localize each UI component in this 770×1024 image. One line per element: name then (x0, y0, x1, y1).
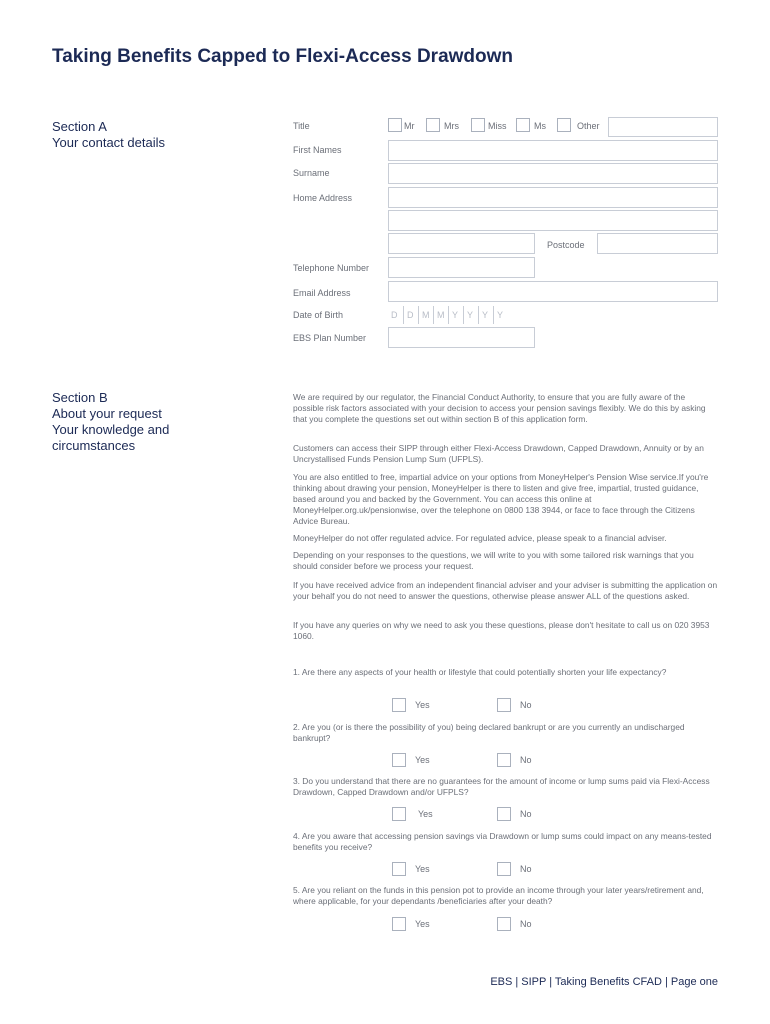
postcode-label: Postcode (547, 240, 585, 250)
q3-yes-checkbox[interactable] (392, 807, 406, 821)
title-miss-label: Miss (488, 121, 507, 131)
q1-no-checkbox[interactable] (497, 698, 511, 712)
address-line-2-field[interactable] (388, 210, 718, 231)
page-title: Taking Benefits Capped to Flexi-Access Drawdown (52, 46, 514, 67)
title-mrs-label: Mrs (444, 121, 459, 131)
title-miss-checkbox[interactable] (471, 118, 485, 132)
title-ms-checkbox[interactable] (516, 118, 530, 132)
q1-yes-checkbox[interactable] (392, 698, 406, 712)
title-mrs-checkbox[interactable] (426, 118, 440, 132)
regulated-advice-paragraph: MoneyHelper do not offer regulated advice. For regulated advice, please speak to a financial adviser. (293, 533, 667, 543)
title-other-checkbox[interactable] (557, 118, 571, 132)
intro-paragraph: We are required by our regulator, the Financial Conduct Authority, to ensure that you are fully aware of the possible risk factors associated with your decision to access your pension savings flexibly. We do this by asking that you complete the questions set out within section B of this application form. (293, 392, 706, 424)
section-a-heading (52, 119, 165, 151)
dob-digit: D (391, 310, 398, 320)
section-b-subtitle-3: circumstances (52, 438, 136, 453)
q4-no-checkbox[interactable] (497, 862, 511, 876)
risk-warnings-paragraph: Depending on your responses to the questions, we will write to you with some tailored risk warnings that you should consider before we process your request. (293, 550, 694, 571)
section-b-heading (52, 390, 169, 454)
telephone-field[interactable] (388, 257, 535, 278)
q2-no-checkbox[interactable] (497, 753, 511, 767)
title-label: Title (293, 121, 310, 131)
dob-digit: D (403, 306, 418, 324)
plan-number-label: EBS Plan Number (293, 333, 367, 343)
q5-no-checkbox[interactable] (497, 917, 511, 931)
queries-paragraph: If you have any queries on why we need to ask you these questions, please don't hesitate to call us on 020 3953 1060. (293, 620, 710, 641)
first-names-field[interactable] (388, 140, 718, 161)
dob-digit: Y (493, 306, 508, 324)
q3-no-checkbox[interactable] (497, 807, 511, 821)
surname-label: Surname (293, 168, 330, 178)
dob-digit: M (433, 306, 448, 324)
yes-label: Yes (418, 809, 433, 819)
adviser-paragraph: If you have received advice from an independent financial adviser and your adviser is submitting the application on your behalf you do not need to answer the questions, otherwise please answer ALL of the questions asked. (293, 580, 718, 601)
surname-field[interactable] (388, 163, 718, 184)
dob-digit: Y (448, 306, 463, 324)
section-a-title: Section A (52, 119, 107, 134)
title-ms-label: Ms (534, 121, 546, 131)
yes-label: Yes (415, 700, 430, 710)
home-address-label: Home Address (293, 193, 353, 203)
dob-label: Date of Birth (293, 310, 344, 320)
title-other-field[interactable] (608, 117, 718, 137)
no-label: No (520, 864, 532, 874)
no-label: No (520, 919, 532, 929)
section-b-title: Section B (52, 390, 108, 405)
dob-digit: Y (463, 306, 478, 324)
no-label: No (520, 755, 532, 765)
pension-wise-paragraph: You are also entitled to free, impartial advice on your options from MoneyHelper's Pension Wise service.If you're thinking about drawing your pension, MoneyHelper is there to listen and give free, impartial, trusted guidance, based around you and backed by the Government. You can access this online at MoneyHelper.org.uk/pensionwise, over the telephone on 0800 138 3944, or face to face through the Citizens Advice Bureau. (293, 472, 709, 526)
question-5: 5. Are you reliant on the funds in this pension pot to provide an income through your later years/retirement and, where applicable, for your dependants /beneficiaries after your death? (293, 885, 704, 906)
first-names-label: First Names (293, 145, 342, 155)
q4-yes-checkbox[interactable] (392, 862, 406, 876)
yes-label: Yes (415, 864, 430, 874)
no-label: No (520, 700, 532, 710)
plan-number-field[interactable] (388, 327, 535, 348)
question-3: 3. Do you understand that there are no guarantees for the amount of income or lump sums paid via Flexi-Access Drawdown, Capped Drawdown and/or UFPLS? (293, 776, 710, 797)
page-footer: EBS | SIPP | Taking Benefits CFAD | Page one (490, 976, 718, 988)
section-b-subtitle-2: Your knowledge and (52, 422, 170, 437)
yes-label: Yes (415, 919, 430, 929)
email-label: Email Address (293, 288, 351, 298)
dob-digit: Y (478, 306, 493, 324)
address-line-1-field[interactable] (388, 187, 718, 208)
access-paragraph: Customers can access their SIPP through either Flexi-Access Drawdown, Capped Drawdown, Annuity or by an Uncrystallised Funds Pension Lump Sum (UFPLS). (293, 443, 704, 464)
section-a-subtitle: Your contact details (52, 135, 165, 150)
dob-digit: M (418, 306, 433, 324)
no-label: No (520, 809, 532, 819)
question-1: 1. Are there any aspects of your health or lifestyle that could potentially shorten your life expectancy? (293, 667, 667, 677)
yes-label: Yes (415, 755, 430, 765)
question-4: 4. Are you aware that accessing pension savings via Drawdown or lump sums could impact on any means-tested benefits you receive? (293, 831, 712, 852)
q5-yes-checkbox[interactable] (392, 917, 406, 931)
title-mr-label: Mr (404, 121, 415, 131)
q2-yes-checkbox[interactable] (392, 753, 406, 767)
question-2: 2. Are you (or is there the possibility of you) being declared bankrupt or are you currently an undischarged bankrupt? (293, 722, 685, 743)
address-line-3-field[interactable] (388, 233, 535, 254)
postcode-field[interactable] (597, 233, 718, 254)
title-mr-checkbox[interactable] (388, 118, 402, 132)
dob-field[interactable] (388, 306, 508, 324)
email-field[interactable] (388, 281, 718, 302)
telephone-label: Telephone Number (293, 263, 370, 273)
section-b-subtitle-1: About your request (52, 406, 162, 421)
title-other-label: Other (577, 121, 600, 131)
